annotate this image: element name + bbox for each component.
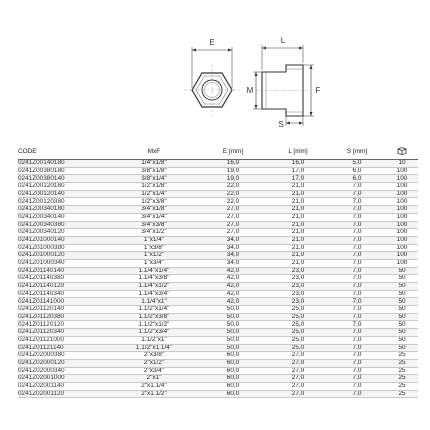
cell-s: 7,0: [328, 298, 386, 306]
cell-e: 50,0: [198, 336, 268, 344]
f-arrow-bottom: [310, 112, 313, 116]
cell-s: 7,0: [328, 375, 386, 383]
cell-l: 21,0: [268, 206, 328, 214]
table-row: [18, 390, 418, 398]
cell-pack-qty: 25: [386, 359, 418, 367]
cell-code: 0241Z02000340: [18, 367, 110, 375]
table-row: [18, 298, 418, 306]
cell-mxf: 1/4"x1/8": [110, 160, 198, 168]
cell-e: 22,0: [198, 183, 268, 191]
table-row: [18, 198, 418, 206]
cell-mxf: 3/4"x1/2": [110, 229, 198, 237]
cell-l: 21,0: [268, 190, 328, 198]
cell-s: 7,0: [328, 236, 386, 244]
cell-pack-qty: 25: [386, 390, 418, 398]
cell-mxf: 1/2"x3/8": [110, 198, 198, 206]
cell-code: 0241Z01121000: [18, 336, 110, 344]
cell-l: 23,0: [268, 275, 328, 283]
table-row: [18, 290, 418, 298]
f-label: F: [315, 86, 321, 95]
cell-l: 25,0: [268, 329, 328, 337]
m-label: M: [246, 86, 254, 95]
cell-mxf: 1.1/2"x1.1/4": [110, 344, 198, 352]
cell-l: 27,0: [268, 367, 328, 375]
cell-s: 7,0: [328, 198, 386, 206]
table-row: [18, 283, 418, 291]
cell-pack-qty: 100: [386, 229, 418, 237]
cell-code: 0241Z00340120: [18, 229, 110, 237]
header-s: S [mm]: [328, 145, 386, 160]
cell-e: 27,0: [198, 221, 268, 229]
table-row: [18, 259, 418, 267]
cell-l: 27,0: [268, 375, 328, 383]
e-label: E: [209, 38, 215, 47]
cell-pack-qty: 50: [386, 283, 418, 291]
cell-code: 0241Z00120380: [18, 198, 110, 206]
cell-code: 0241Z02000120: [18, 359, 110, 367]
cell-s: 7,0: [328, 344, 386, 352]
cell-e: 50,0: [198, 321, 268, 329]
s-arrow-left: [286, 122, 290, 125]
cell-l: 25,0: [268, 336, 328, 344]
header-e: E [mm]: [198, 145, 268, 160]
cell-pack-qty: 50: [386, 321, 418, 329]
cell-l: 27,0: [268, 352, 328, 360]
cell-s: 7,0: [328, 306, 386, 314]
cell-l: 21,0: [268, 221, 328, 229]
cell-pack-qty: 50: [386, 313, 418, 321]
cell-mxf: 1.1/2"x3/8": [110, 313, 198, 321]
cell-pack-qty: 50: [386, 306, 418, 314]
cell-code: 0241Z02000380: [18, 352, 110, 360]
cell-s: 7,0: [328, 367, 386, 375]
cell-s: 7,0: [328, 275, 386, 283]
cell-l: 21,0: [268, 236, 328, 244]
cell-l: 16,0: [268, 160, 328, 168]
cell-code: 0241Z01000340: [18, 259, 110, 267]
cell-e: 60,0: [198, 352, 268, 360]
cell-e: 60,0: [198, 382, 268, 390]
s-arrow-right: [299, 122, 303, 125]
front-view: [184, 47, 240, 116]
table-row: [18, 367, 418, 375]
cell-mxf: 2"x3/8": [110, 352, 198, 360]
cell-e: 42,0: [198, 275, 268, 283]
cell-mxf: 1.1/2"x1/4": [110, 306, 198, 314]
cell-mxf: 3/8"x1/8": [110, 167, 198, 175]
cell-s: 7,0: [328, 183, 386, 191]
cell-s: 7,0: [328, 190, 386, 198]
cell-mxf: 2"x3/4": [110, 367, 198, 375]
cell-l: 21,0: [268, 229, 328, 237]
table-row: [18, 244, 418, 252]
cell-l: 25,0: [268, 344, 328, 352]
cell-s: 7,0: [328, 244, 386, 252]
cell-e: 60,0: [198, 390, 268, 398]
cell-pack-qty: 50: [386, 290, 418, 298]
cell-code: 0241Z02001140: [18, 382, 110, 390]
cell-e: 16,0: [198, 160, 268, 168]
header-code: CODE: [18, 145, 110, 160]
cell-pack-qty: 100: [386, 252, 418, 260]
table-row: [18, 160, 418, 168]
cell-e: 42,0: [198, 298, 268, 306]
cell-e: 60,0: [198, 367, 268, 375]
cell-l: 23,0: [268, 267, 328, 275]
table-header-row: [18, 145, 418, 160]
cell-e: 50,0: [198, 329, 268, 337]
table-row: [18, 329, 418, 337]
table-body: [18, 160, 418, 398]
cell-code: 0241Z01120380: [18, 313, 110, 321]
table-row: [18, 375, 418, 383]
cell-l: 21,0: [268, 259, 328, 267]
cell-code: 0241Z01120140: [18, 306, 110, 314]
cell-code: 0241Z01140140: [18, 267, 110, 275]
cell-s: 7,0: [328, 321, 386, 329]
cell-e: 22,0: [198, 198, 268, 206]
cell-l: 23,0: [268, 283, 328, 291]
cell-e: 19,0: [198, 167, 268, 175]
cell-mxf: 2"x1": [110, 375, 198, 383]
cell-l: 17,0: [268, 167, 328, 175]
cell-s: 7,0: [328, 267, 386, 275]
cell-e: 50,0: [198, 344, 268, 352]
cell-l: 27,0: [268, 390, 328, 398]
cell-code: 0241Z01000380: [18, 244, 110, 252]
header-l: L [mm]: [268, 145, 328, 160]
package-icon: [397, 147, 407, 155]
cell-s: 7,0: [328, 359, 386, 367]
cell-s: 7,0: [328, 290, 386, 298]
cell-pack-qty: 100: [386, 183, 418, 191]
cell-e: 27,0: [198, 229, 268, 237]
cell-code: 0241Z00120180: [18, 183, 110, 191]
header-pack: [386, 145, 418, 160]
cell-e: 42,0: [198, 290, 268, 298]
cell-pack-qty: 50: [386, 298, 418, 306]
cell-pack-qty: 100: [386, 175, 418, 183]
cell-mxf: 1"x3/8": [110, 244, 198, 252]
cell-code: 0241Z01121140: [18, 344, 110, 352]
cell-pack-qty: 25: [386, 367, 418, 375]
table-row: [18, 167, 418, 175]
cell-code: 0241Z01120340: [18, 329, 110, 337]
table-row: [18, 321, 418, 329]
table-row: [18, 313, 418, 321]
cell-l: 25,0: [268, 321, 328, 329]
cell-pack-qty: 25: [386, 375, 418, 383]
table-row: [18, 306, 418, 314]
spec-table: [18, 145, 418, 398]
table-row: [18, 275, 418, 283]
cell-l: 21,0: [268, 198, 328, 206]
cell-e: 27,0: [198, 213, 268, 221]
table-row: [18, 229, 418, 237]
table-row: [18, 183, 418, 191]
cell-code: 0241Z01120120: [18, 321, 110, 329]
header-mxf: MxF: [110, 145, 198, 160]
cell-s: 7,0: [328, 213, 386, 221]
cell-pack-qty: 25: [386, 382, 418, 390]
cell-pack-qty: 100: [386, 190, 418, 198]
technical-drawing: [0, 0, 430, 140]
cell-s: 7,0: [328, 313, 386, 321]
table-row: [18, 213, 418, 221]
cell-code: 0241Z01140120: [18, 283, 110, 291]
cell-l: 27,0: [268, 382, 328, 390]
cell-mxf: 1/2"x1/8": [110, 183, 198, 191]
cell-s: 6,0: [328, 175, 386, 183]
l-arrow-right: [299, 47, 303, 50]
cell-l: 23,0: [268, 298, 328, 306]
cell-s: 6,0: [328, 167, 386, 175]
table-row: [18, 252, 418, 260]
cell-s: 7,0: [328, 336, 386, 344]
table-row: [18, 359, 418, 367]
cell-code: 0241Z00120140: [18, 190, 110, 198]
cell-mxf: 1.1/4"x3/4": [110, 290, 198, 298]
cell-e: 60,0: [198, 359, 268, 367]
cell-s: 7,0: [328, 259, 386, 267]
cell-mxf: 1"x3/4": [110, 259, 198, 267]
cell-l: 17,0: [268, 175, 328, 183]
l-arrow-left: [262, 47, 266, 50]
l-label: L: [280, 36, 286, 45]
cell-mxf: 1/2"x1/4": [110, 190, 198, 198]
cell-l: 27,0: [268, 359, 328, 367]
cell-pack-qty: 100: [386, 221, 418, 229]
cell-pack-qty: 50: [386, 344, 418, 352]
cell-code: 0241Z00380140: [18, 175, 110, 183]
cell-code: 0241Z01140340: [18, 290, 110, 298]
cell-e: 34,0: [198, 236, 268, 244]
cell-pack-qty: 50: [386, 275, 418, 283]
table-row: [18, 352, 418, 360]
cell-e: 27,0: [198, 206, 268, 214]
cell-code: 0241Z00140180: [18, 160, 110, 168]
cell-s: 7,0: [328, 252, 386, 260]
table-row: [18, 382, 418, 390]
cell-s: 7,0: [328, 283, 386, 291]
cell-e: 19,0: [198, 175, 268, 183]
cell-l: 21,0: [268, 213, 328, 221]
cell-e: 50,0: [198, 313, 268, 321]
cell-l: 25,0: [268, 313, 328, 321]
cell-s: 5,0: [328, 160, 386, 168]
cell-code: 0241Z01140380: [18, 275, 110, 283]
cell-pack-qty: 50: [386, 267, 418, 275]
cell-code: 0241Z00340180: [18, 206, 110, 214]
cell-code: 0241Z02001000: [18, 375, 110, 383]
cell-code: 0241Z00380180: [18, 167, 110, 175]
cell-s: 7,0: [328, 329, 386, 337]
cell-mxf: 1.1/2"x1": [110, 336, 198, 344]
cell-mxf: 2"x1/2": [110, 359, 198, 367]
cell-s: 7,0: [328, 206, 386, 214]
cell-code: 0241Z00340380: [18, 221, 110, 229]
cell-l: 23,0: [268, 290, 328, 298]
m-arrow-bottom: [255, 105, 258, 109]
cell-mxf: 3/4"x3/8": [110, 221, 198, 229]
cell-l: 21,0: [268, 244, 328, 252]
cell-mxf: 1.1/4"x3/8": [110, 275, 198, 283]
cell-mxf: 3/4"x1/4": [110, 213, 198, 221]
cell-mxf: 2"x1.1/4": [110, 382, 198, 390]
table-row: [18, 190, 418, 198]
cell-e: 42,0: [198, 283, 268, 291]
cell-l: 21,0: [268, 183, 328, 191]
m-arrow-top: [255, 72, 258, 76]
s-label: S: [278, 120, 284, 129]
cell-pack-qty: 100: [386, 213, 418, 221]
table-row: [18, 267, 418, 275]
cell-code: 0241Z01000140: [18, 236, 110, 244]
cell-pack-qty: 50: [386, 336, 418, 344]
e-arrow-right: [228, 49, 232, 52]
cell-s: 7,0: [328, 390, 386, 398]
cell-pack-qty: 10: [386, 160, 418, 168]
cell-mxf: 3/4"x1/8": [110, 206, 198, 214]
cell-e: 50,0: [198, 306, 268, 314]
cell-mxf: 1.1/4"x1/4": [110, 267, 198, 275]
cell-e: 34,0: [198, 252, 268, 260]
cell-pack-qty: 25: [386, 352, 418, 360]
cell-e: 34,0: [198, 244, 268, 252]
table-row: [18, 344, 418, 352]
cell-pack-qty: 100: [386, 167, 418, 175]
table-row: [18, 221, 418, 229]
cell-code: 0241Z02001120: [18, 390, 110, 398]
side-view: [253, 45, 314, 126]
cell-l: 21,0: [268, 252, 328, 260]
cell-pack-qty: 100: [386, 206, 418, 214]
f-arrow-top: [310, 65, 313, 69]
table-row: [18, 175, 418, 183]
e-arrow-left: [192, 49, 196, 52]
cell-code: 0241Z01141000: [18, 298, 110, 306]
cell-mxf: 1.1/2"x3/4": [110, 329, 198, 337]
cell-mxf: 2"x1.1/2": [110, 390, 198, 398]
cell-mxf: 1"x1/2": [110, 252, 198, 260]
cell-s: 7,0: [328, 352, 386, 360]
cell-e: 60,0: [198, 375, 268, 383]
cell-e: 34,0: [198, 259, 268, 267]
cell-mxf: 1.1/4"x1/2": [110, 283, 198, 291]
cell-code: 0241Z01000120: [18, 252, 110, 260]
cell-s: 7,0: [328, 229, 386, 237]
cell-e: 22,0: [198, 190, 268, 198]
cell-pack-qty: 100: [386, 259, 418, 267]
table-row: [18, 336, 418, 344]
cell-mxf: 3/8"x1/4": [110, 175, 198, 183]
cell-s: 7,0: [328, 221, 386, 229]
cell-s: 7,0: [328, 382, 386, 390]
cell-l: 25,0: [268, 306, 328, 314]
cell-mxf: 1.1/2"x1/2": [110, 321, 198, 329]
cell-pack-qty: 100: [386, 198, 418, 206]
cell-mxf: 1"x1/4": [110, 236, 198, 244]
cell-code: 0241Z00340140: [18, 213, 110, 221]
cell-pack-qty: 100: [386, 236, 418, 244]
table-row: [18, 206, 418, 214]
cell-mxf: 1.1/4"x1": [110, 298, 198, 306]
cell-pack-qty: 50: [386, 329, 418, 337]
cell-e: 42,0: [198, 267, 268, 275]
table-row: [18, 236, 418, 244]
cell-pack-qty: 100: [386, 244, 418, 252]
